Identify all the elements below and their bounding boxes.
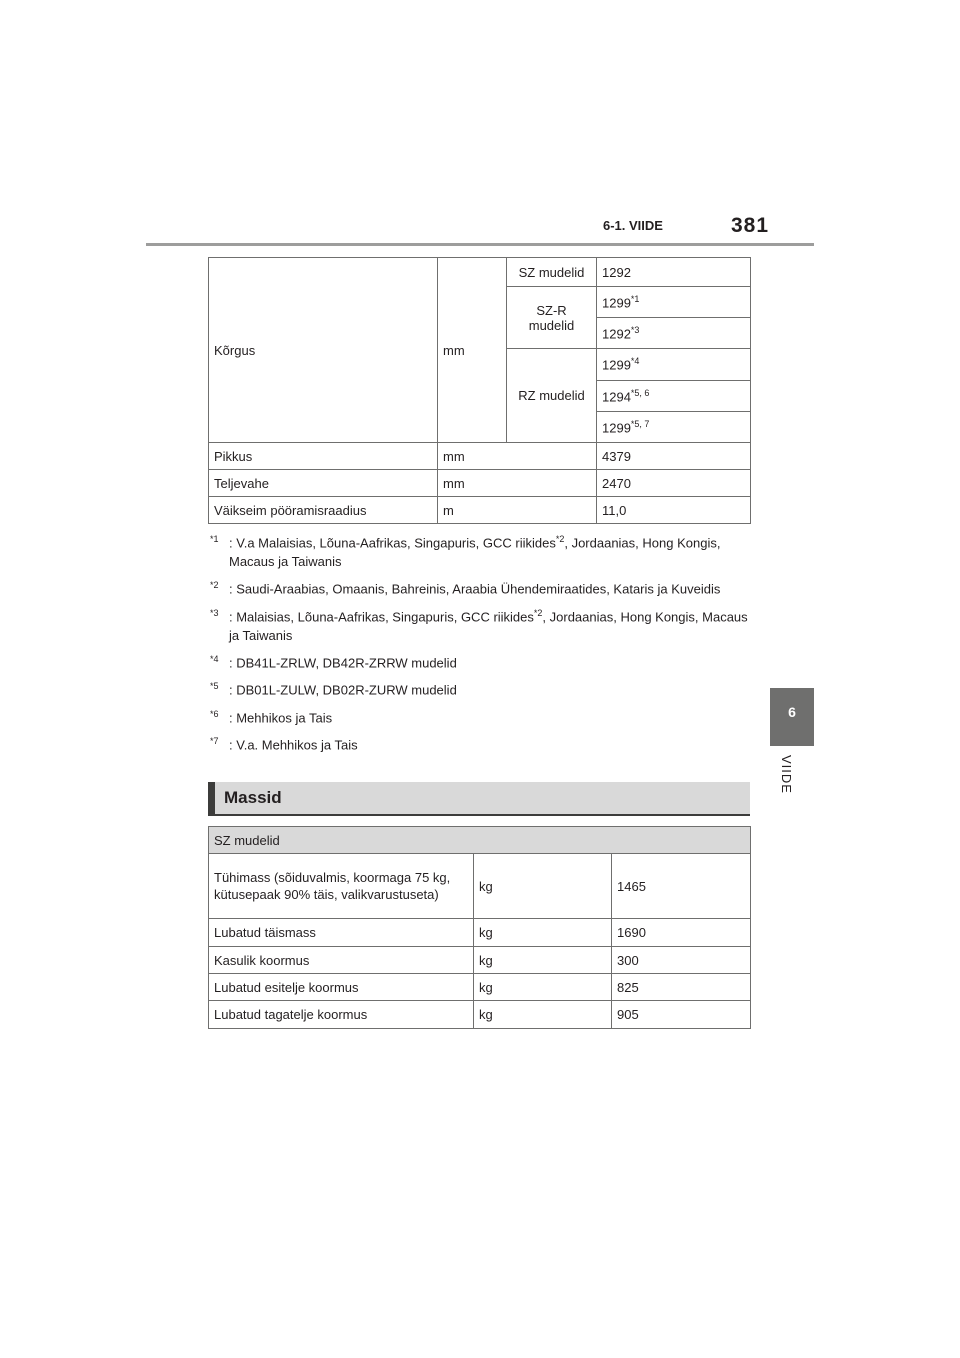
chapter-number: 6: [788, 704, 796, 720]
chapter-tab: [770, 688, 814, 746]
value-cell: 1294$^{*5, 6}$: [597, 381, 751, 412]
footnote-item: *6 : Mehhikos ja Tais: [210, 708, 333, 725]
row-label: Kasulik koormus: [209, 947, 474, 974]
value-cell: 1299$^{*4}$: [597, 349, 751, 381]
table-row: [209, 974, 751, 1001]
value-cell: 905: [612, 1001, 751, 1029]
table-row: [209, 497, 751, 524]
heading-rule: [208, 814, 750, 816]
table-row: [209, 919, 751, 947]
model-label: RZ mudelid: [507, 349, 597, 443]
table-row: [209, 443, 751, 470]
row-unit: kg: [474, 947, 612, 974]
section-heading: [208, 782, 750, 814]
value-cell: 11,0: [597, 497, 751, 524]
table-row: [209, 854, 751, 919]
model-label: SZ mudelid: [507, 258, 597, 287]
row-label: Pikkus: [209, 443, 438, 470]
group-header: SZ mudelid: [209, 827, 751, 854]
value-cell: 825: [612, 974, 751, 1001]
value-cell: 4379: [597, 443, 751, 470]
heading-bar: [208, 782, 215, 814]
row-label: Tühimass (sõiduvalmis, koormaga 75 kg, kütusepaak 90% täis, valikvarustuseta): [209, 854, 474, 919]
value-cell: 300: [612, 947, 751, 974]
row-unit: mm: [438, 470, 597, 497]
row-label: Lubatud tagatelje koormus: [209, 1001, 474, 1029]
value-cell: 1690: [612, 919, 751, 947]
footnote-item: *2 : Saudi-Araabias, Omaanis, Bahreinis, Araabia Ühendemiraatides, Kataris ja Kuveidis: [210, 580, 721, 597]
dimensions-table: [208, 257, 751, 524]
value-cell: 1299$^{*1}$: [597, 287, 751, 318]
section-header: 6-1. VIIDE: [603, 218, 663, 233]
row-unit: m: [438, 497, 597, 524]
row-label: Väikseim pööramisraadius: [209, 497, 438, 524]
value-cell: 1292: [597, 258, 751, 287]
table-row: [209, 947, 751, 974]
mass-table: [208, 826, 751, 1029]
row-label: Lubatud esitelje koormus: [209, 974, 474, 1001]
table-row: [209, 258, 751, 287]
header-rule: [146, 243, 814, 246]
row-unit: mm: [438, 443, 597, 470]
footnote-item: *5 : DB01L-ZULW, DB02R-ZURW mudelid: [210, 681, 457, 698]
footnote-item: *4 : DB41L-ZRLW, DB42R-ZRRW mudelid: [210, 653, 457, 671]
row-label: Kõrgus: [209, 258, 438, 443]
value-cell: 1465: [612, 854, 751, 919]
row-unit: kg: [474, 919, 612, 947]
footnote-item: *7 : V.a. Mehhikos ja Tais: [210, 735, 358, 753]
chapter-label: VIIDE: [779, 755, 794, 794]
row-unit: kg: [474, 1001, 612, 1029]
page-number: 381: [731, 214, 770, 237]
section-title: Massid: [224, 788, 282, 807]
model-label: SZ-R mudelid: [507, 287, 597, 349]
footnote-item: *3 : Malaisias, Lõuna-Aafrikas, Singapuris, GCC riikides$^{*2}$, Jordaanias, Hong Kongis, Macaus ja Taiwanis: [210, 607, 748, 643]
value-cell: 1299$^{*5, 7}$: [597, 412, 751, 443]
footnote-item: *1 : V.a Malaisias, Lõuna-Aafrikas, Singapuris, GCC riikides$^{*2}$, Jordaanias, Hong Kongis, Macaus ja Taiwanis: [210, 534, 721, 570]
row-label: Lubatud täismass: [209, 919, 474, 947]
row-unit: kg: [474, 854, 612, 919]
table-row: [209, 827, 751, 854]
row-label: Teljevahe: [209, 470, 438, 497]
value-cell: 2470: [597, 470, 751, 497]
footnotes: [210, 530, 750, 759]
value-cell: 1292$^{*3}$: [597, 318, 751, 349]
row-unit: kg: [474, 974, 612, 1001]
table-row: [209, 470, 751, 497]
row-unit: mm: [438, 258, 507, 443]
table-row: [209, 1001, 751, 1029]
